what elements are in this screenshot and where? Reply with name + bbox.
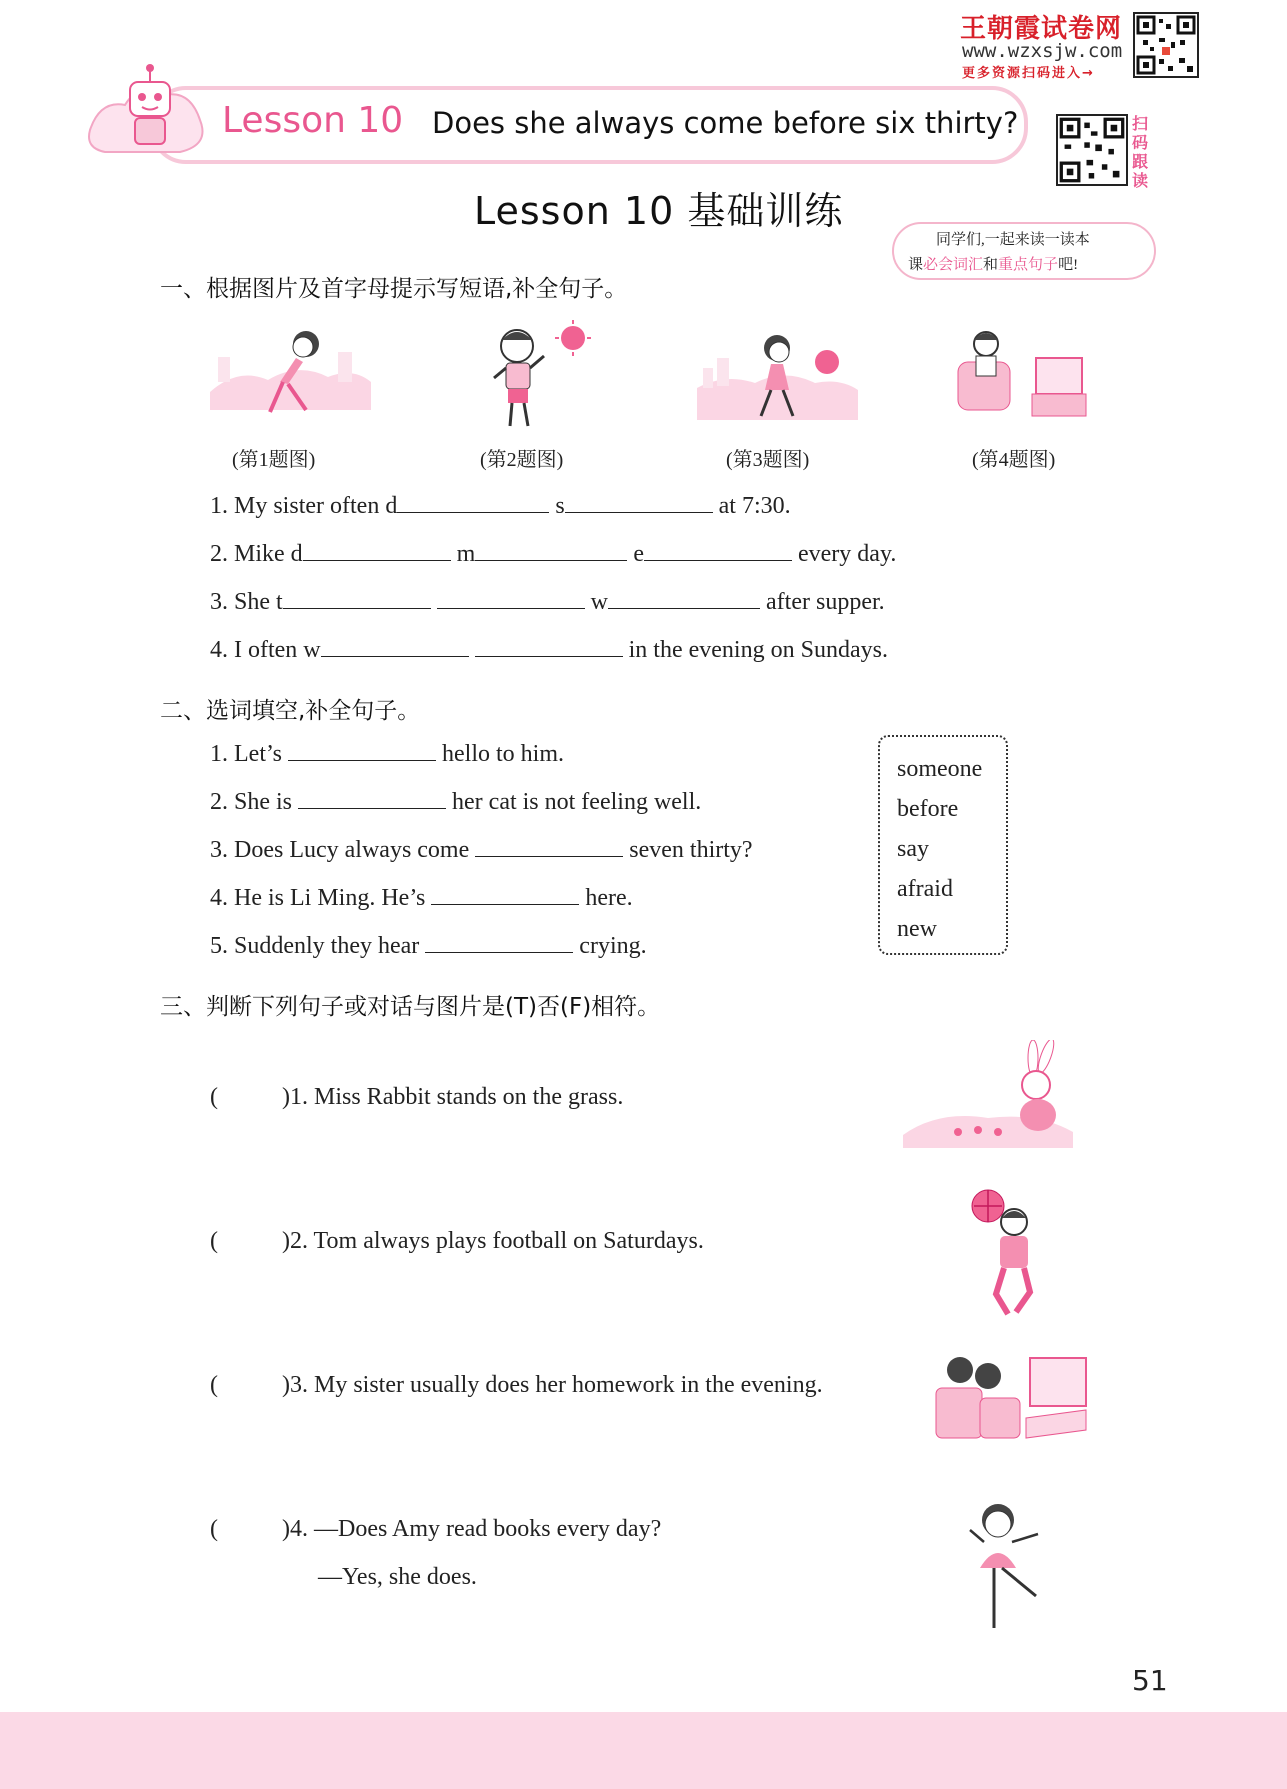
robot-mascot-icon (80, 60, 220, 160)
picture-girls-homework (930, 1348, 1090, 1458)
s1q4-blank-1[interactable] (321, 634, 469, 657)
s1q4-blank-2[interactable] (475, 634, 623, 657)
s1q2-blank-3[interactable] (644, 538, 792, 561)
word-bank-item: before (897, 796, 959, 822)
s1-question-1: 1. My sister often d s at 7:30. (210, 490, 791, 520)
word-bank-item: afraid (897, 876, 953, 902)
read-along-qr-code-icon[interactable] (1056, 114, 1128, 186)
s1q2-blank-1[interactable] (303, 538, 451, 561)
bubble-line-2: 课必会词汇和重点句子吧! (908, 257, 1079, 273)
picture-rabbit-on-grass (898, 1040, 1078, 1150)
page-number: 51 (1132, 1664, 1168, 1697)
s1q3-blank-2[interactable] (437, 586, 585, 609)
caption-picture-4: (第4题图) (972, 449, 1056, 471)
word-bank-item: say (897, 836, 929, 862)
s1-question-4: 4. I often w in the evening on Sundays. (210, 634, 888, 664)
picture-1-girl-dancing (208, 322, 373, 422)
s2-question-3: 3. Does Lucy always come seven thirty? (210, 834, 753, 864)
s1q3-blank-1[interactable] (283, 586, 431, 609)
page-heading: Lesson 10 基础训练 (474, 189, 844, 233)
s3-item-2: ( )2. Tom always plays football on Saturdays. (210, 1228, 704, 1254)
word-bank (878, 735, 1008, 955)
picture-girl-ballet (950, 1498, 1060, 1648)
s2-question-2: 2. She is her cat is not feeling well. (210, 786, 701, 816)
s2q5-blank[interactable] (425, 930, 573, 953)
caption-picture-2: (第2题图) (480, 449, 564, 471)
s1q2-blank-2[interactable] (475, 538, 627, 561)
s1-question-3: 3. She t w after supper. (210, 586, 885, 616)
answer-paren[interactable]: ( (210, 1084, 218, 1110)
s2q3-blank[interactable] (475, 834, 623, 857)
s3-item-3: ( )3. My sister usually does her homework in the evening. (210, 1372, 823, 1398)
answer-paren[interactable]: ( (210, 1372, 218, 1398)
brand-title: 王朝霞试卷网 (960, 14, 1123, 44)
brand-qr-code-icon[interactable] (1133, 12, 1199, 78)
s2-question-5: 5. Suddenly they hear crying. (210, 930, 647, 960)
caption-picture-3: (第3题图) (726, 449, 810, 471)
banner-title: Does she always come before six thirty? (432, 106, 1019, 140)
s2-question-4: 4. He is Li Ming. He’s here. (210, 882, 633, 912)
footer-band (0, 1712, 1287, 1789)
section1-heading: 一、根据图片及首字母提示写短语,补全句子。 (160, 276, 628, 302)
s2-question-1: 1. Let’s hello to him. (210, 738, 564, 768)
speech-bubble (892, 222, 1156, 280)
answer-paren[interactable]: ( (210, 1516, 218, 1542)
caption-picture-1: (第1题图) (232, 449, 316, 471)
s3-item-1: ( )1. Miss Rabbit stands on the grass. (210, 1084, 624, 1110)
s3-item-4: ( )4. —Does Amy read books every day? (210, 1516, 662, 1542)
word-bank-item: someone (897, 756, 983, 782)
s2q2-blank[interactable] (298, 786, 446, 809)
picture-2-boy-morning (470, 318, 600, 433)
picture-4-boy-tv (950, 322, 1090, 432)
s1q3-blank-3[interactable] (608, 586, 760, 609)
bubble-line-1: 同学们,一起来读一读本 (936, 232, 1090, 248)
s1q1-blank-1[interactable] (397, 490, 549, 513)
scan-read-along-label: 扫码跟读 (1132, 114, 1149, 190)
s3-item-4-answer: —Yes, she does. (318, 1564, 477, 1590)
banner-lesson-label: Lesson 10 (222, 100, 404, 141)
picture-3-girl-walking (695, 328, 860, 428)
brand-url[interactable]: www.wzxsjw.com (962, 40, 1123, 62)
section2-heading: 二、选词填空,补全句子。 (160, 698, 421, 724)
section3-heading: 三、判断下列句子或对话与图片是(T)否(F)相符。 (160, 994, 661, 1020)
word-bank-item: new (897, 916, 937, 942)
s2q1-blank[interactable] (288, 738, 436, 761)
s1q1-blank-2[interactable] (565, 490, 713, 513)
s2q4-blank[interactable] (431, 882, 579, 905)
brand-scan-text: 更多资源扫码进入→ (962, 66, 1095, 81)
picture-boy-basketball (968, 1184, 1058, 1334)
s1-question-2: 2. Mike d m e every day. (210, 538, 896, 568)
answer-paren[interactable]: ( (210, 1228, 218, 1254)
